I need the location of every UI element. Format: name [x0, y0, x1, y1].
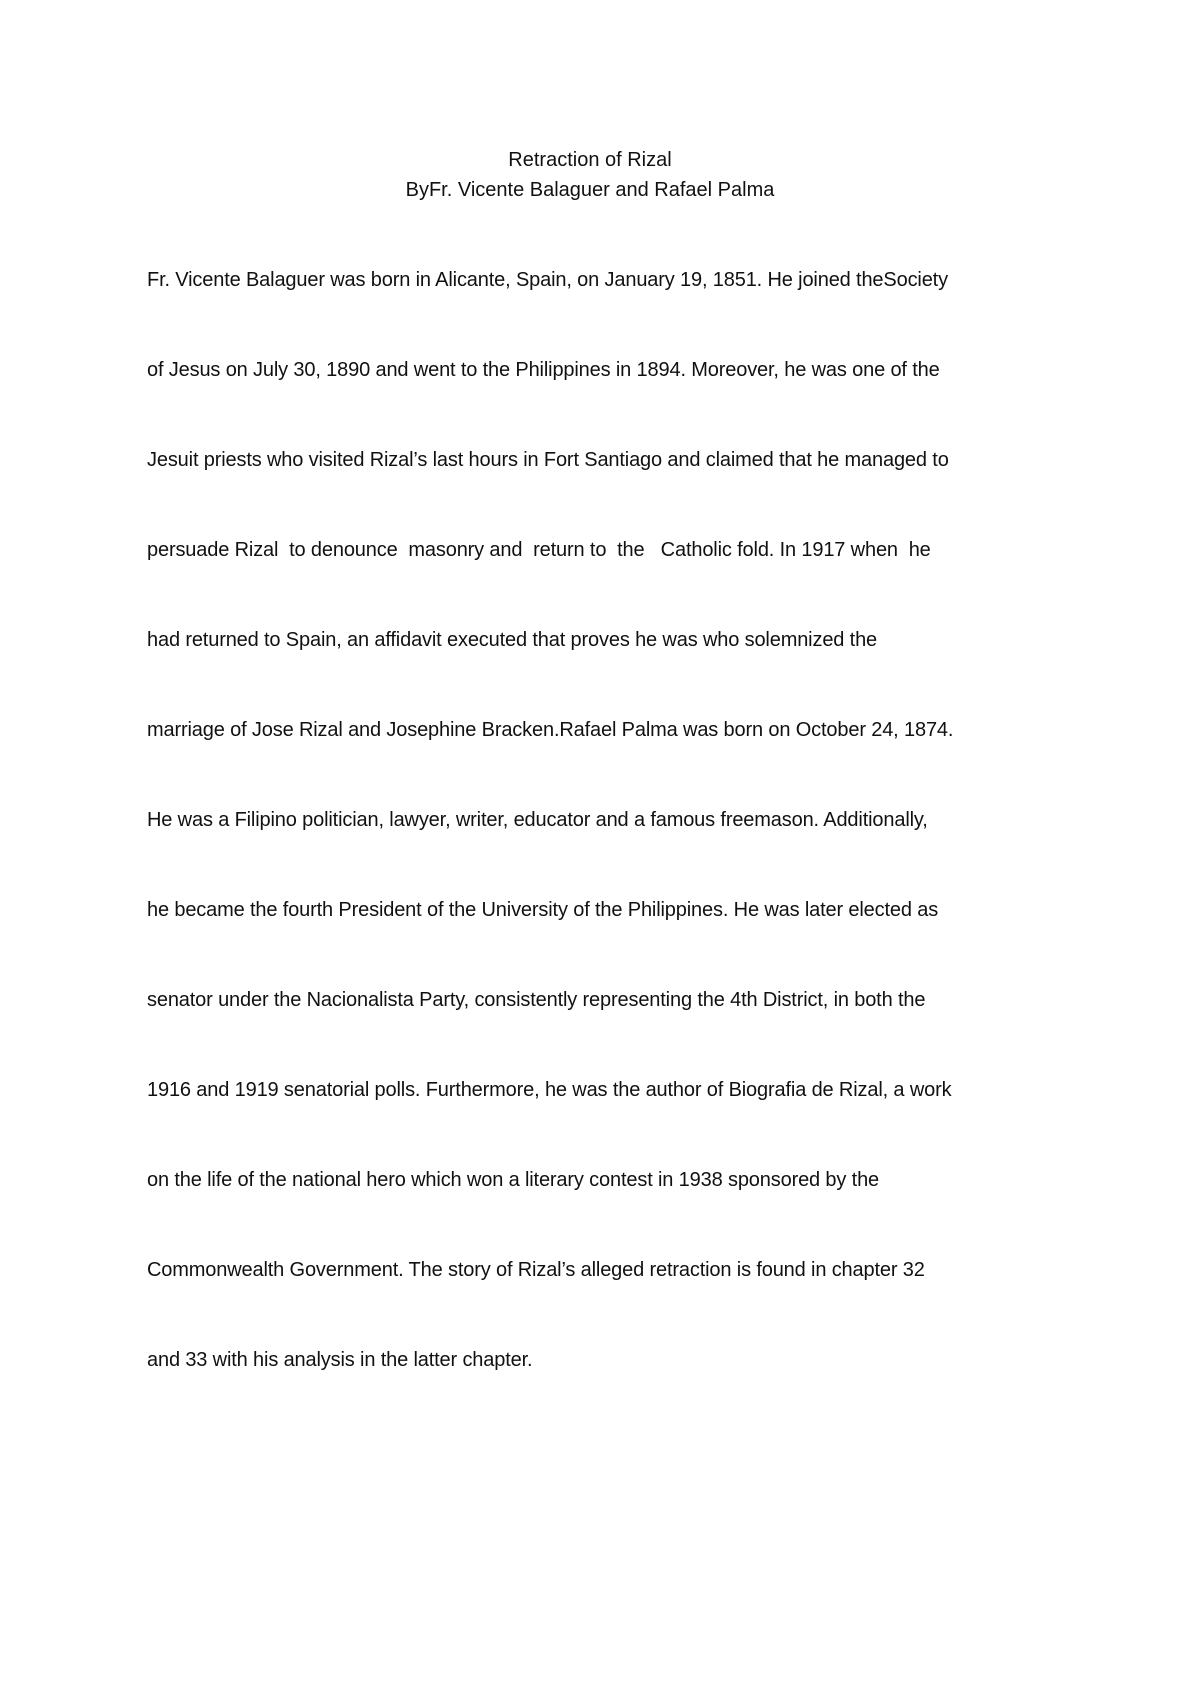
- body-line: he became the fourth President of the University of the Philippines. He was later elected as: [147, 899, 939, 921]
- document-body: [147, 205, 1067, 1435]
- body-line: on the life of the national hero which won a literary contest in 1938 sponsored by the: [147, 1169, 880, 1191]
- body-line: and 33 with his analysis in the latter chapter.: [147, 1349, 533, 1371]
- body-line: senator under the Nacionalista Party, consistently representing the 4th District, in both the: [147, 989, 926, 1011]
- document-title: Retraction of Rizal: [508, 149, 672, 171]
- body-line: persuade Rizal to denounce masonry and return to the Catholic fold. In 1917 when he: [147, 539, 931, 561]
- body-line: 1916 and 1919 senatorial polls. Furthermore, he was the author of Biografia de Rizal, a work: [147, 1079, 952, 1101]
- body-line: Fr. Vicente Balaguer was born in Alicante, Spain, on January 19, 1851. He joined theSociety: [147, 269, 948, 291]
- body-line: Commonwealth Government. The story of Rizal’s alleged retraction is found in chapter 32: [147, 1259, 925, 1281]
- body-line: marriage of Jose Rizal and Josephine Bracken.Rafael Palma was born on October 24, 1874.: [147, 719, 954, 741]
- body-line: had returned to Spain, an affidavit executed that proves he was who solemnized the: [147, 629, 878, 651]
- body-line: He was a Filipino politician, lawyer, writer, educator and a famous freemason. Additionally,: [147, 809, 928, 831]
- body-line: of Jesus on July 30, 1890 and went to the Philippines in 1894. Moreover, he was one of the: [147, 359, 940, 381]
- document-content: [147, 145, 1067, 1435]
- body-line: Jesuit priests who visited Rizal’s last hours in Fort Santiago and claimed that he managed to: [147, 449, 949, 471]
- document-byline: ByFr. Vicente Balaguer and Rafael Palma: [405, 179, 775, 201]
